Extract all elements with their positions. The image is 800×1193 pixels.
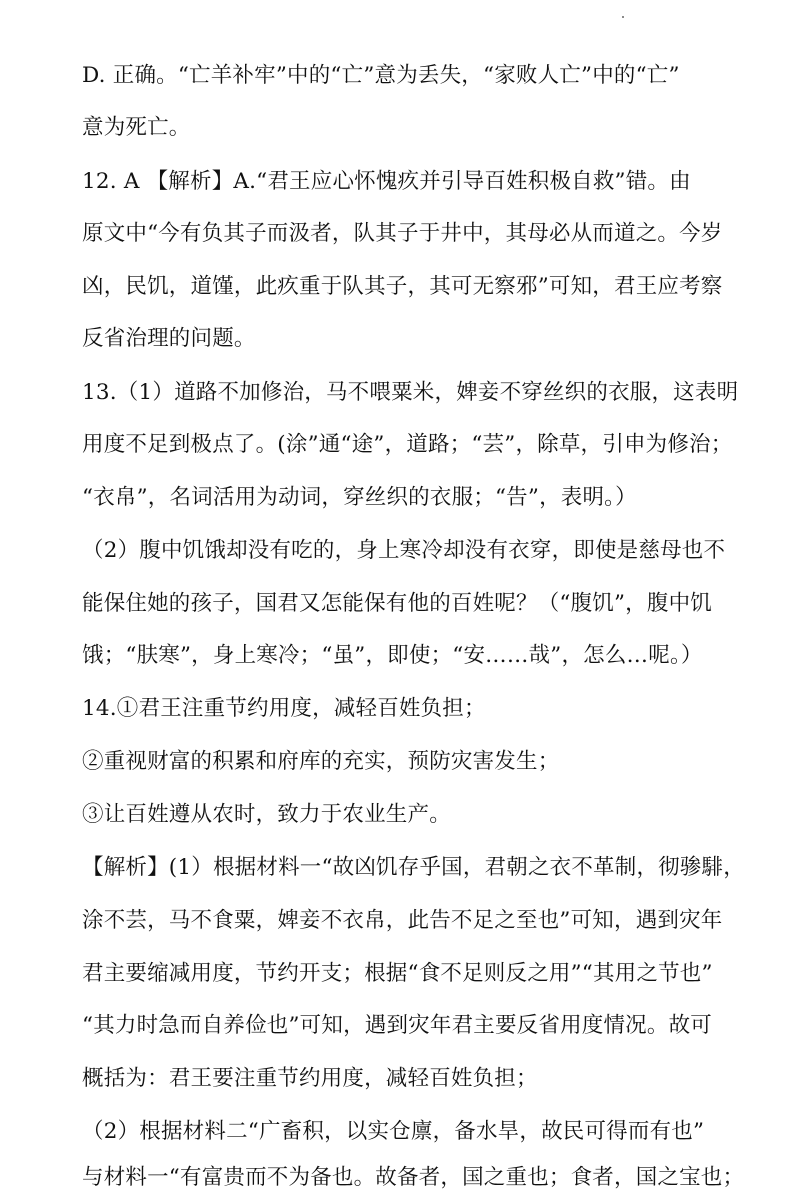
text-line-d-correct-cont: 意为死亡。: [82, 115, 191, 140]
text-line-q13-part1-notes-cont: “衣帛”，名词活用为动词，穿丝织的衣服；“告”，表明。）: [82, 485, 637, 510]
text-line-q14-point1: 14.①君王注重节约用度，减轻百姓负担；: [82, 696, 486, 721]
text-line-q12-answer: 12. A 【解析】A.“君王应心怀愧疚并引导百姓积极自救”错。由: [82, 169, 691, 194]
text-line-q13-part2: （2）腹中饥饿却没有吃的，身上寒冷却没有衣穿，即使是慈母也不: [82, 538, 726, 563]
text-line-q14-analysis-cont3: “其力时急而自养俭也”可知，遇到灾年君主要反省用度情况。故可: [82, 1013, 712, 1038]
text-line-q12-conclusion: 反省治理的问题。: [82, 326, 256, 351]
text-line-q14-point3: ③让百姓遵从农时，致力于农业生产。: [82, 802, 451, 827]
text-line-q13-part2-cont: 能保住她的孩子，国君又怎能保有他的百姓呢？（“腹饥”，腹中饥: [82, 591, 712, 616]
text-line-d-correct: D. 正确。“亡羊补牢”中的“亡”意为丢失，“家败人亡”中的“亡”: [82, 63, 680, 88]
text-line-q14-analysis: 【解析】(1）根据材料一“故凶饥存乎国，君朝之衣不革制，彻骖騑，: [82, 855, 745, 880]
text-line-q13-part1-notes: 用度不足到极点了。(涂”通“途”，道路；“芸”，除草，引申为修治；: [82, 432, 733, 457]
corner-mark: [622, 16, 624, 18]
text-line-q14-analysis-part2: （2）根据材料二“广畜积，以实仓廪，备水旱，故民可得而有也”: [82, 1119, 705, 1144]
text-line-q13-part1: 13.（1）道路不加修治，马不喂粟米，婢妾不穿丝织的衣服，这表明: [82, 380, 739, 405]
text-line-q14-analysis-cont2: 君主要缩减用度，节约开支；根据“食不足则反之用”“其用之节也”: [82, 961, 713, 986]
text-line-q12-quote-cont: 凶，民饥，道馑，此疚重于队其子，其可无察邪”可知，君王应考察: [82, 274, 723, 299]
text-line-q14-analysis-part2-cont: 与材料一“有富贵而不为备也。故备者，国之重也；食者，国之宝也；: [82, 1165, 745, 1190]
text-line-q14-analysis-cont1: 涂不芸，马不食粟，婢妾不衣帛，此告不足之至也”可知，遇到灾年: [82, 908, 723, 933]
text-line-q13-part2-notes: 饿；“肤寒”，身上寒冷；“虽”，即使；“安……哉”，怎么…呢。）: [82, 643, 703, 668]
text-line-q12-quote: 原文中“今有负其子而汲者，队其子于井中，其母必从而道之。今岁: [82, 221, 723, 246]
text-line-q14-analysis-summary: 概括为：君王要注重节约用度，减轻百姓负担；: [82, 1066, 538, 1091]
text-line-q14-point2: ②重视财富的积累和府库的充实，预防灾害发生；: [82, 749, 560, 774]
